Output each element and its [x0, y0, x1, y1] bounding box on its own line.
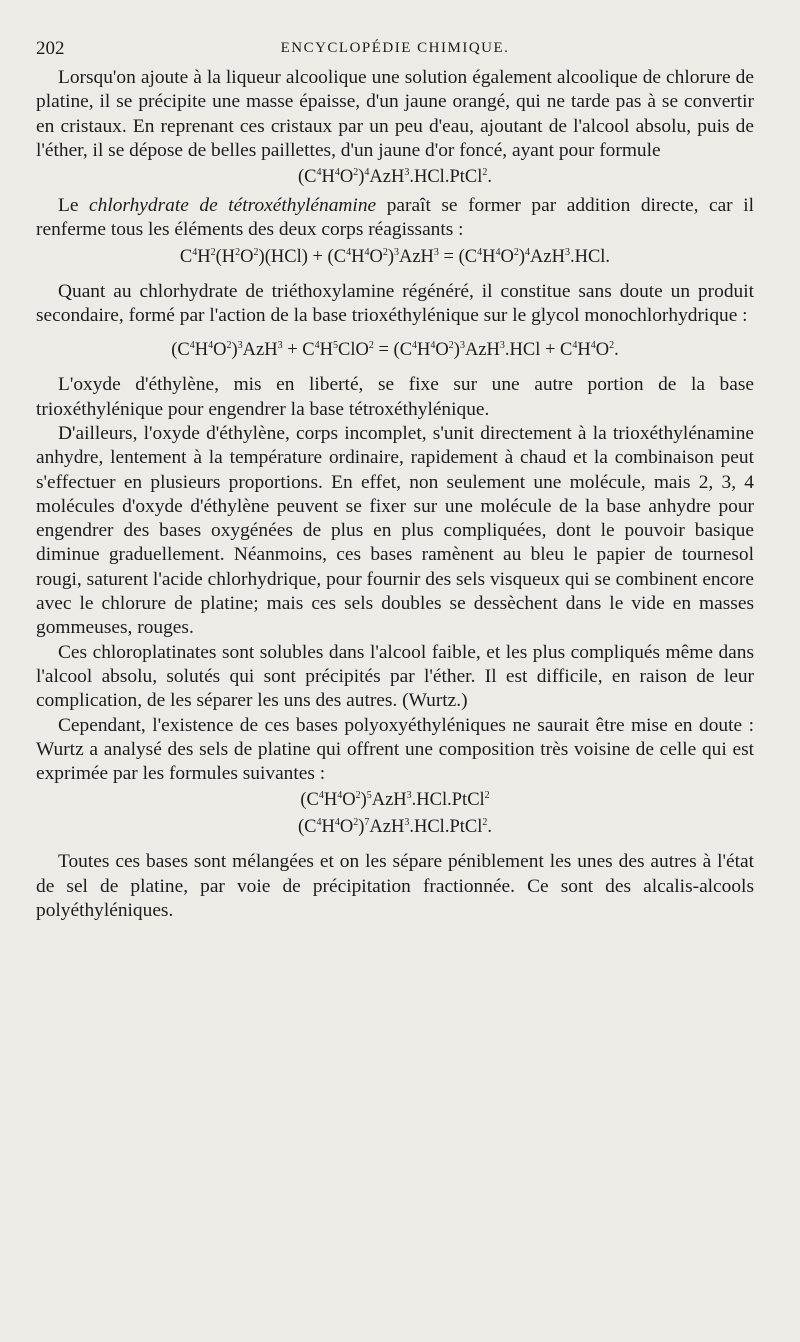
- formula-text: (C: [300, 790, 319, 811]
- formula-pentoxy-salt: [36, 788, 754, 813]
- formula-superscript: 4: [208, 340, 214, 352]
- formula-text: O: [595, 340, 610, 361]
- page-header: [36, 38, 754, 62]
- formula-superscript: 3: [404, 817, 410, 829]
- paragraph-end: paraît se former par addition directe, car il renferme tous les éléments des deux corps réagissants :: [36, 195, 754, 241]
- paragraph: L'oxyde d'éthylène, mis en liberté, se fixe sur une autre portion de la base trioxéthylénique pour engendrer la base tétroxéthylénique.: [36, 374, 754, 420]
- formula-superscript: 3: [237, 340, 243, 352]
- formula-superscript: 2: [482, 167, 488, 179]
- formula-text: = (C: [438, 246, 478, 267]
- formula-text: .: [614, 340, 619, 361]
- formula-superscript: 5: [333, 340, 338, 352]
- formula-text: ): [358, 167, 365, 188]
- formula-text: H: [194, 340, 209, 361]
- formula-superscript: 4: [430, 340, 436, 352]
- formula-superscript: 3: [393, 246, 399, 258]
- paragraph: [36, 194, 754, 243]
- formula-superscript: 2: [253, 246, 259, 258]
- formula-text: ): [453, 340, 460, 361]
- formula-text: ): [518, 246, 526, 267]
- formula-superscript: 4: [314, 340, 320, 352]
- formula-superscript: 2: [448, 340, 454, 352]
- formula-text: AzH: [398, 246, 434, 267]
- formula-superscript: 2: [609, 340, 615, 352]
- formula-text: AzH: [530, 246, 565, 267]
- formula-superscript: 5: [366, 790, 372, 802]
- formula-text: )(HCl) + (C: [258, 246, 347, 267]
- formula-superscript: 2: [353, 167, 359, 179]
- formula-superscript: 2: [382, 246, 388, 258]
- formula-text: .HCl.: [569, 246, 611, 267]
- formula-text: .: [487, 817, 492, 838]
- formula-text: AzH: [464, 340, 500, 361]
- formula-text: ): [358, 817, 365, 838]
- formula-text: ClO: [338, 340, 369, 361]
- formula-heptoxy-salt: [36, 815, 754, 840]
- formula-superscript: 4: [590, 340, 596, 352]
- formula-superscript: 4: [477, 246, 483, 258]
- formula-text: H: [351, 246, 365, 267]
- paragraph: Ces chloroplatinates sont solubles dans l'alcool faible, et les plus compliqués même dans l'alcool absolu, solutés qui sont précipités par l'éther. Il est difficile, en raison de leur complication, de les séparer les uns des autres. (Wurtz.): [36, 641, 754, 712]
- formula-text: O: [339, 817, 354, 838]
- formula-superscript: 3: [406, 790, 412, 802]
- formula-text: O: [240, 246, 254, 267]
- formula-superscript: 2: [482, 817, 488, 829]
- formula-superscript: 3: [499, 340, 505, 352]
- formula-superscript: 2: [353, 817, 359, 829]
- formula-text: O: [342, 790, 356, 811]
- formula-text: H: [323, 790, 338, 811]
- formula-text: ): [387, 246, 394, 267]
- formula-superscript: 2: [235, 246, 241, 258]
- formula-text: C: [179, 246, 193, 267]
- formula-superscript: 4: [525, 246, 531, 258]
- formula-superscript: 4: [364, 246, 370, 258]
- formula-text: O: [339, 167, 354, 188]
- formula-superscript: 2: [484, 790, 490, 802]
- formula-superscript: 2: [226, 340, 232, 352]
- formula-text: H: [577, 340, 591, 361]
- formula-superscript: 4: [495, 246, 501, 258]
- running-title: ENCYCLOPÉDIE CHIMIQUE.: [280, 40, 510, 56]
- formula-superscript: 4: [318, 790, 324, 802]
- formula-text: O: [435, 340, 449, 361]
- formula-text: AzH: [242, 340, 278, 361]
- formula-platinum-salt: [36, 165, 754, 190]
- formula-text: H: [482, 246, 496, 267]
- formula-text: AzH: [371, 790, 407, 811]
- body-text: [36, 66, 754, 923]
- formula-text: H: [197, 246, 211, 267]
- formula-text: (C: [298, 167, 317, 188]
- formula-superscript: 7: [364, 817, 370, 829]
- paragraph: Cependant, l'existence de ces bases polyoxyéthyléniques ne saurait être mise en doute : Wurtz a analysé des sels de platine qui offrent une composition très voisine de celle qui est exprimée par les formules suivantes :: [36, 714, 754, 785]
- formula-superscript: 4: [412, 340, 418, 352]
- formula-text: .HCl.PtCl: [411, 790, 485, 811]
- formula-text: AzH: [369, 817, 405, 838]
- formula-superscript: 3: [564, 246, 570, 258]
- formula-text: AzH: [369, 167, 405, 188]
- formula-superscript: 3: [459, 340, 465, 352]
- formula-addition-reaction: [36, 245, 754, 270]
- paragraph: Lorsqu'on ajoute à la liqueur alcoolique une solution également alcoolique de chlorure de platine, il se précipite une masse épaisse, d'un jaune orangé, qui ne tarde pas à se convertir en cristaux. En reprenant ces cristaux par un peu d'eau, ajoutant de l'alcool absolu, puis de l'éther, il se dépose de belles paillettes, d'un jaune d'or foncé, ayant pour formule: [36, 67, 754, 161]
- formula-text: H: [321, 817, 335, 838]
- formula-text: (C: [298, 817, 317, 838]
- formula-superscript: 3: [277, 340, 283, 352]
- formula-superscript: 2: [355, 790, 361, 802]
- formula-superscript: 3: [404, 167, 410, 179]
- formula-superscript: 4: [192, 246, 198, 258]
- paragraph: Quant au chlorhydrate de triéthoxylamine régénéré, il constitue sans doute un produit secondaire, formé par l'action de la base trioxéthylénique sur le glycol monochlorhydrique :: [36, 280, 754, 327]
- formula-text: H: [417, 340, 431, 361]
- formula-text: .HCl.PtCl: [409, 167, 483, 188]
- formula-text: .HCl.PtCl: [409, 817, 483, 838]
- compound-name: chlorhydrate de tétroxéthylénamine: [89, 195, 377, 217]
- formula-text: H: [319, 340, 333, 361]
- page-number: 202: [36, 38, 65, 59]
- formula-superscript: 4: [337, 790, 343, 802]
- paragraph: Toutes ces bases sont mélangées et on les sépare péniblement les unes des autres à l'état de sel de platine, par voie de précipitation fractionnée. Ce sont des alcalis-alcools polyéthyléniques.: [36, 851, 754, 922]
- formula-superscript: 2: [513, 246, 519, 258]
- formula-superscript: 4: [334, 817, 340, 829]
- formula-text: + C: [282, 340, 315, 361]
- formula-superscript: 2: [368, 340, 374, 352]
- formula-text: (C: [171, 340, 190, 361]
- formula-superscript: 4: [364, 167, 370, 179]
- formula-superscript: 4: [334, 167, 340, 179]
- formula-text: (H: [215, 246, 236, 267]
- formula-text: ): [360, 790, 367, 811]
- formula-superscript: 4: [572, 340, 578, 352]
- formula-text: .HCl + C: [504, 340, 573, 361]
- formula-substitution-reaction: [36, 338, 754, 363]
- formula-superscript: 4: [316, 817, 322, 829]
- paragraph-start: Le: [58, 195, 79, 217]
- formula-superscript: 4: [346, 246, 352, 258]
- formula-text: .: [487, 167, 492, 188]
- formula-text: ): [231, 340, 238, 361]
- formula-text: O: [213, 340, 227, 361]
- paragraph: D'ailleurs, l'oxyde d'éthylène, corps incomplet, s'unit directement à la trioxéthylénamine anhydre, lentement à la température ordinaire, rapidement à chaud et la combinaison peut s'effectuer en plusieurs proportions. En effet, non seulement une molécule, mais 2, 3, 4 molécules d'oxyde d'éthylène peuvent se fixer sur une molécule de la base anhydre pour engendrer des bases oxygénées de plus en plus compliquées, dont le pouvoir basique diminue graduellement. Néanmoins, ces bases ramènent au bleu le papier de tournesol rougi, saturent l'acide chlorhydrique, pour fournir des sels visqueux qui se combinent encore avec le chlorure de platine; mais ces sels doubles se dessèchent dans le vide en masses gommeuses, rouges.: [36, 422, 754, 639]
- formula-text: H: [321, 167, 335, 188]
- formula-superscript: 4: [189, 340, 195, 352]
- formula-text: O: [369, 246, 383, 267]
- formula-superscript: 4: [316, 167, 322, 179]
- formula-text: O: [500, 246, 514, 267]
- formula-superscript: 2: [210, 246, 216, 258]
- formula-text: = (C: [373, 340, 413, 361]
- formula-superscript: 3: [433, 246, 439, 258]
